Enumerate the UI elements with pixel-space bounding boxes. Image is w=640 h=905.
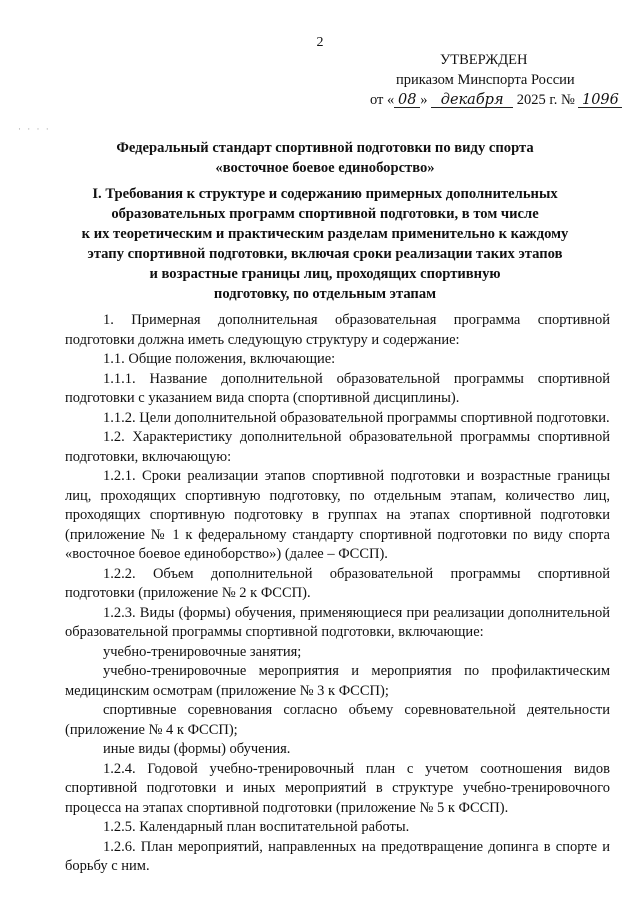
document-title [60, 138, 590, 178]
paragraph: 1.1.1. Название дополнительной образовательной программы спортивной подготовки с указанием вида спорта (спортивной дисциплины). [65, 370, 610, 406]
title-line-1: Федеральный стандарт спортивной подготовки по виду спорта [116, 140, 534, 156]
paragraph: 1. Примерная дополнительная образовательная программа спортивной подготовки должна иметь следующую структуру и содержание: [65, 312, 610, 348]
paragraph: 1.2.2. Объем дополнительной образовательной программы спортивной подготовки (приложение № 2 к ФССП). [65, 565, 610, 601]
page-number: 2 [316, 35, 324, 50]
paragraph: 1.2. Характеристику дополнительной образовательной программы спортивной подготовки, включающую: [65, 429, 610, 465]
paragraph: 1.1.2. Цели дополнительной образовательной программы спортивной подготовки. [103, 409, 610, 426]
scan-smudge: · · · · [18, 124, 51, 134]
handwritten-month: декабря [431, 93, 513, 108]
title-line-2: «восточное боевое единоборство» [215, 160, 435, 176]
section-heading-line: подготовку, по отдельным этапам [213, 286, 437, 302]
body-text [65, 311, 610, 877]
paragraph: иные виды (формы) обучения. [103, 741, 291, 757]
approval-date-line [370, 90, 635, 110]
date-prefix: от « [370, 92, 395, 108]
section-heading-line: и возрастные границы лиц, проходящих спортивную [149, 266, 501, 282]
section-heading [60, 184, 590, 304]
section-heading-line: образовательных программ спортивной подготовки, в том числе [111, 206, 539, 222]
paragraph: 1.2.4. Годовой учебно-тренировочный план с учетом соотношения видов спортивной подготовки и иных мероприятий в структуре учебно-тренировочного процесса на этапах спортивной подготовки (приложение № 5 к ФССП). [65, 760, 610, 816]
section-heading-line: I. Требования к структуре и содержанию примерных дополнительных [92, 186, 558, 202]
paragraph: 1.2.5. Календарный план воспитательной работы. [103, 819, 410, 835]
section-heading-line: к их теоретическим и практическим разделам применительно к каждому [81, 226, 569, 242]
paragraph: 1.2.1. Сроки реализации этапов спортивной подготовки и возрастные границы лиц, проходящих спортивную подготовку, по отдельным этапам, количество лиц, проходящих спортивную подготовку в группах на этапах спортивной подготовки (приложение № 1 к федеральному стандарту спортивной подготовки по виду спорта «восточное боевое единоборство») (далее – ФССП). [65, 468, 610, 562]
paragraph: 1.2.3. Виды (формы) обучения, применяющиеся при реализации дополнительной образовательной программы спортивной подготовки, включающие: [65, 604, 610, 640]
paragraph: учебно-тренировочные мероприятия и мероприятия по профилактическим медицинским осмотрам (приложение № 3 к ФССП); [65, 663, 610, 699]
paragraph: учебно-тренировочные занятия; [103, 643, 302, 660]
handwritten-day: 08 [394, 93, 420, 108]
approval-order-line: приказом Минспорта России [396, 72, 575, 88]
date-year: 2025 г. № [516, 92, 575, 108]
paragraph: спортивные соревнования согласно объему соревновательной деятельности (приложение № 4 к ФССП); [65, 702, 610, 738]
approval-title: УТВЕРЖДЕН [440, 52, 528, 68]
paragraph: 1.2.6. План мероприятий, направленных на предотвращение допинга в спорте и борьбу с ним. [65, 838, 610, 874]
paragraph: 1.1. Общие положения, включающие: [103, 351, 336, 367]
date-mid: » [420, 92, 428, 108]
section-heading-line: этапу спортивной подготовки, включая сроки реализации таких этапов [87, 246, 563, 262]
approval-stamp [370, 50, 635, 110]
handwritten-order-number: 1096 [578, 93, 622, 108]
